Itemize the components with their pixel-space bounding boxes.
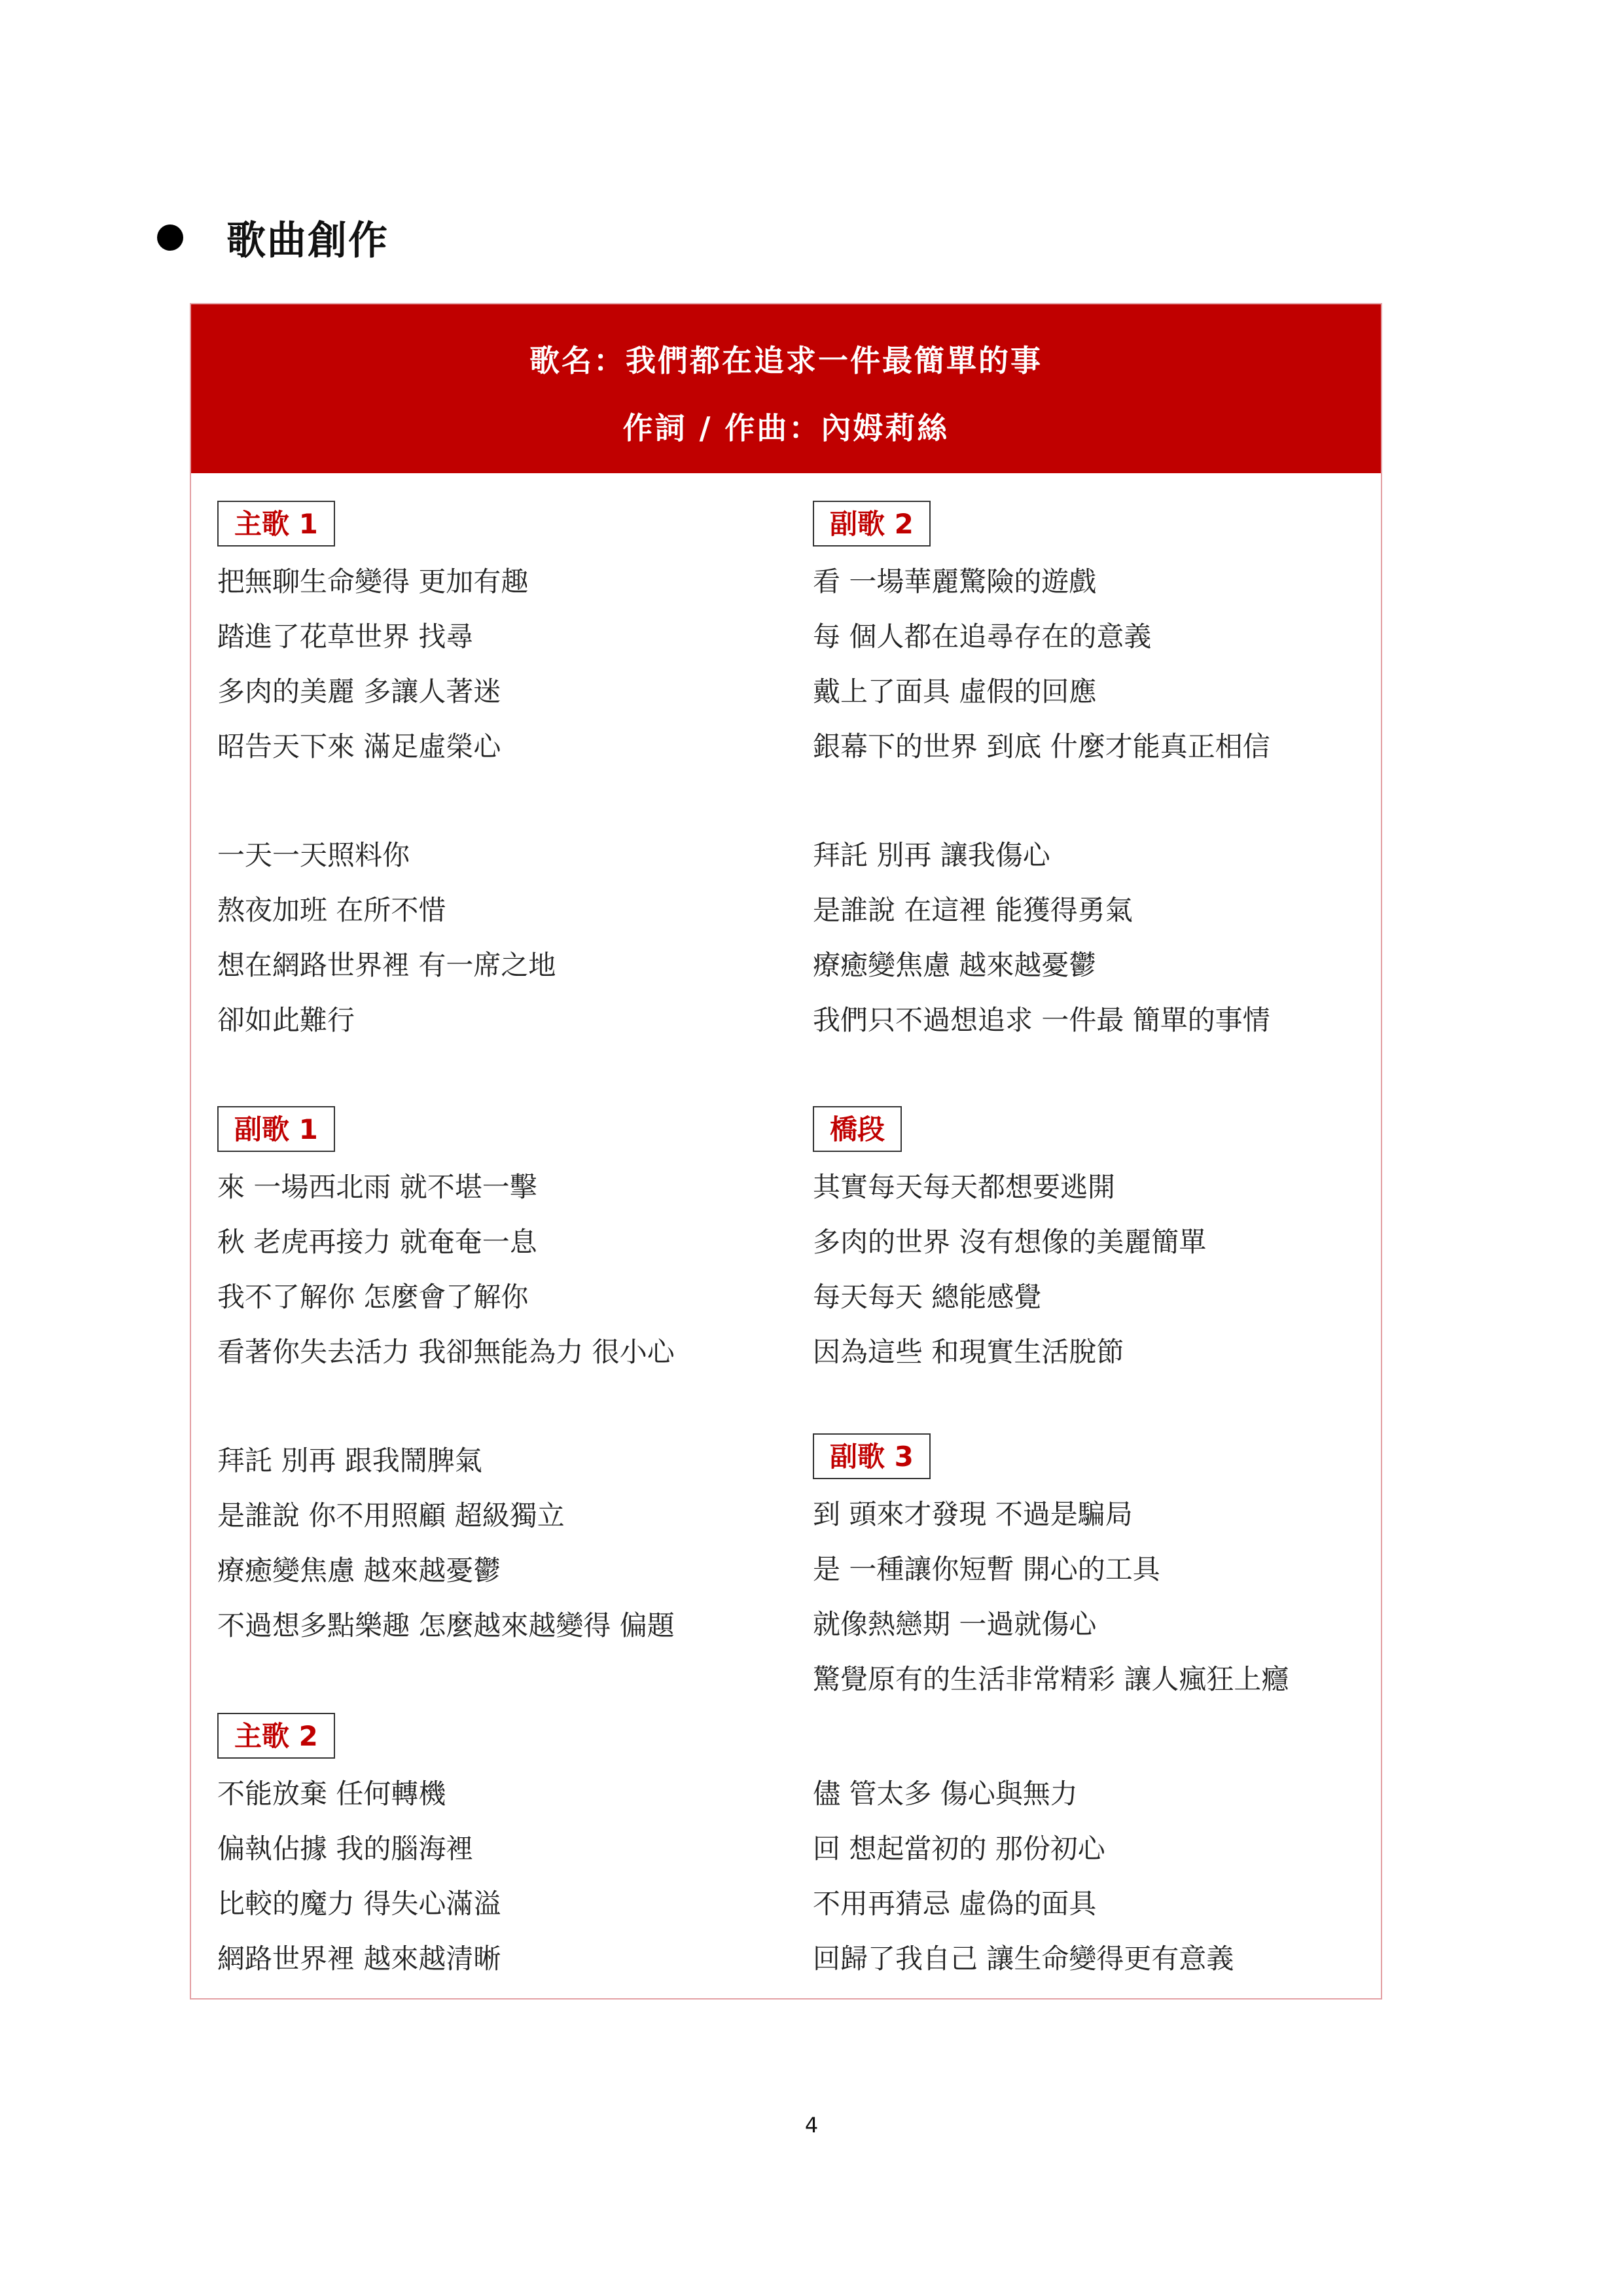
verse-2-section [217,1713,793,1986]
page-number: 4 [804,2113,819,2138]
lyric-line: 踏進了花草世界 找尋 [217,620,474,653]
bullet-icon [157,224,183,251]
lyric-line: 多肉的美麗 多讓人著迷 [217,675,501,708]
chorus-3-label: 副歌 3 [813,1433,931,1479]
lyric-line: 想在網路世界裡 有一席之地 [217,949,556,981]
lyric-line: 我們只不過想追求 一件最 簡單的事情 [813,1004,1270,1036]
lyric-line: 驚覺原有的生活非常精彩 讓人瘋狂上癮 [813,1663,1289,1695]
lyric-line: 比較的魔力 得失心滿溢 [217,1888,501,1920]
chorus-3-continued [813,1767,1389,1986]
lyric-line: 秋 老虎再接力 就奄奄一息 [217,1226,537,1258]
verse-1-continued [217,828,793,1048]
lyric-line: 多肉的世界 沒有想像的美麗簡單 [813,1226,1207,1258]
lyric-line: 一天一天照料你 [217,839,410,871]
lyric-line: 因為這些 和現實生活脫節 [813,1336,1124,1368]
song-title: 歌名：我們都在追求一件最簡單的事 [529,343,1043,378]
chorus-3-section [813,1433,1389,1707]
verse-2-label: 主歌 2 [217,1713,335,1759]
lyric-line: 療癒變焦慮 越來越憂鬱 [813,949,1097,981]
song-card [190,303,1382,2000]
lyric-line: 不過想多點樂趣 怎麼越來越變得 偏題 [217,1609,675,1641]
lyric-line: 看 一場華麗驚險的遊戲 [813,565,1097,598]
lyric-line: 回歸了我自己 讓生命變得更有意義 [813,1943,1234,1975]
lyric-line: 回 想起當初的 那份初心 [813,1833,1105,1865]
lyric-line: 把無聊生命變得 更加有趣 [217,565,529,598]
verse-1-section [217,501,793,774]
lyric-line: 就像熱戀期 一過就傷心 [813,1608,1097,1640]
lyric-line: 儘 管太多 傷心與無力 [813,1778,1078,1810]
song-banner [191,304,1381,473]
lyric-line: 每天每天 總能感覺 [813,1281,1042,1313]
lyric-line: 拜託 別再 跟我鬧脾氣 [217,1444,482,1477]
lyric-line: 偏執佔據 我的腦海裡 [217,1833,474,1865]
lyric-line: 卻如此難行 [217,1004,355,1036]
lyric-line: 每 個人都在追尋存在的意義 [813,620,1152,653]
lyric-line: 不用再猜忌 虛偽的面具 [813,1888,1097,1920]
lyric-line: 網路世界裡 越來越清晰 [217,1943,501,1975]
song-credits: 作詞 / 作曲：內姆莉絲 [622,410,950,446]
lyric-line: 戴上了面具 虛假的回應 [813,675,1097,708]
lyric-line: 療癒變焦慮 越來越憂鬱 [217,1554,501,1587]
heading-title: 歌曲創作 [226,218,389,264]
chorus-1-continued [217,1433,793,1653]
lyric-line: 是誰說 在這裡 能獲得勇氣 [813,894,1133,926]
lyric-line: 不能放棄 任何轉機 [217,1778,446,1810]
section-heading [157,208,389,267]
chorus-2-label: 副歌 2 [813,501,931,547]
verse-1-label: 主歌 1 [217,501,335,547]
lyric-line: 熬夜加班 在所不惜 [217,894,446,926]
chorus-2-continued [813,828,1389,1048]
chorus-1-label: 副歌 1 [217,1106,335,1152]
lyric-line: 銀幕下的世界 到底 什麼才能真正相信 [813,730,1270,762]
lyric-line: 拜託 別再 讓我傷心 [813,839,1050,871]
lyric-line: 是 一種讓你短暫 開心的工具 [813,1553,1160,1585]
lyric-line: 到 頭來才發現 不過是騙局 [813,1498,1133,1530]
bridge-section [813,1106,1389,1380]
lyric-line: 看著你失去活力 我卻無能為力 很小心 [217,1336,675,1368]
lyric-line: 其實每天每天都想要逃開 [813,1171,1116,1203]
lyric-line: 來 一場西北雨 就不堪一擊 [217,1171,537,1203]
lyric-line: 是誰說 你不用照顧 超級獨立 [217,1499,565,1532]
chorus-2-section [813,501,1389,774]
lyric-line: 昭告天下來 滿足虛榮心 [217,730,501,762]
bridge-label: 橋段 [813,1106,902,1152]
lyric-line: 我不了解你 怎麼會了解你 [217,1281,529,1313]
chorus-1-section [217,1106,793,1380]
